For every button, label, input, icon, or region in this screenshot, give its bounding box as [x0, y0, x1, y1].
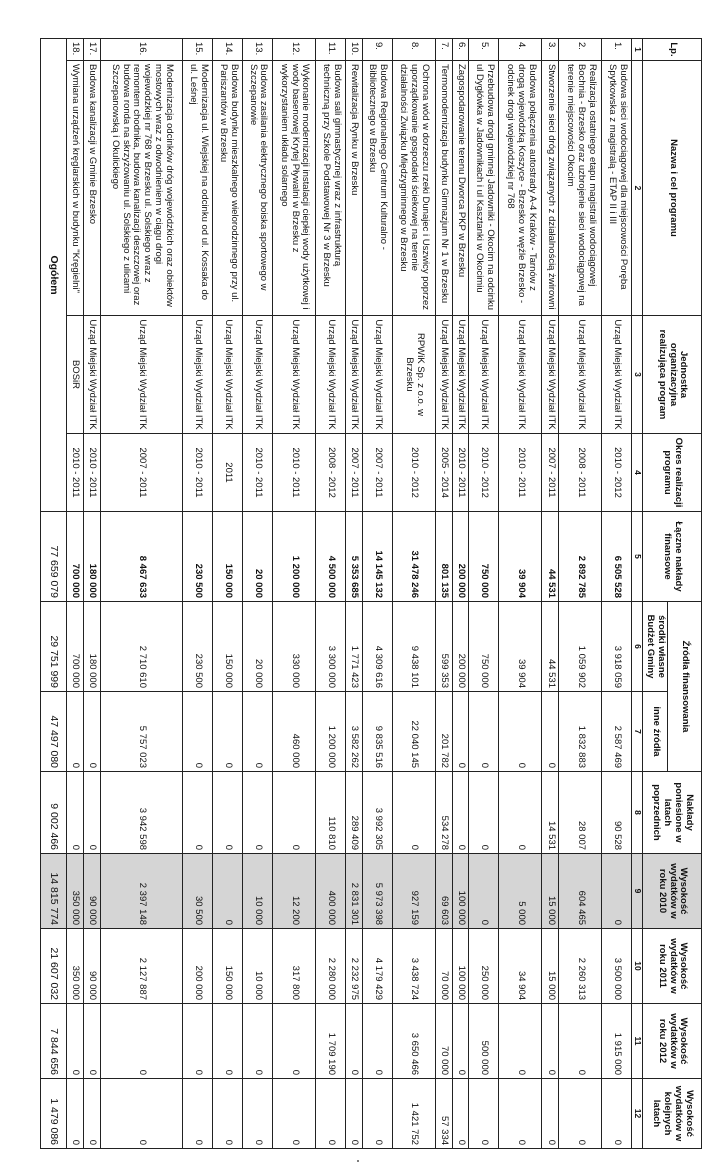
row-name: Budowa Regionalnego Centrum Kulturalno - Bibliotecznego w Brzesku: [362, 61, 392, 316]
row-y2012: 1 915 000: [602, 1004, 632, 1079]
row-lp: 3.: [542, 39, 559, 61]
row-own: 1 059 902: [559, 602, 602, 692]
row-total: 750 000: [469, 512, 499, 602]
row-period: 2007 - 2011: [542, 434, 559, 512]
column-index-cell: 8: [632, 772, 643, 854]
row-period: 2007 - 2011: [346, 434, 363, 512]
row-y2011: 100 000: [452, 929, 469, 1004]
row-other: 0: [469, 692, 499, 772]
row-own: 230 500: [183, 602, 213, 692]
row-unit: Urząd Miejski Wydział ITK: [273, 316, 316, 434]
row-name: Budowa zasilania elektrycznego boiska sportowego w Szczepanowie: [243, 61, 273, 316]
row-name: Modernizacja ul. Wiejskiej na odcinku od ul. Kossaka do ul. Leśnej: [183, 61, 213, 316]
row-period: 2008 - 2012: [316, 434, 346, 512]
totals-y2012: 7 844 656: [41, 1004, 67, 1079]
row-y2011: 200 000: [183, 929, 213, 1004]
row-y2010: 69 603: [435, 854, 452, 929]
table-row: [392, 39, 435, 1149]
row-unit: Urząd Miejski Wydział ITK: [183, 316, 213, 434]
row-own: 1 771 423: [346, 602, 363, 692]
row-prior: 110 810: [316, 772, 346, 854]
row-own: 700 000: [67, 602, 84, 692]
row-y2011: 70 000: [435, 929, 452, 1004]
row-other: 0: [542, 692, 559, 772]
row-unit: Urząd Miejski Wydział ITK: [499, 316, 542, 434]
row-y2012: 0: [100, 1004, 183, 1079]
row-period: 2005 - 2014: [435, 434, 452, 512]
row-period: 2010 - 2012: [392, 434, 435, 512]
table-body: [67, 39, 632, 1149]
row-prior: 3 992 305: [362, 772, 392, 854]
row-own: 200 000: [452, 602, 469, 692]
row-name: Wymiana urządzeń kręglarskich w budynku "Kręgielni": [67, 61, 84, 316]
row-own: 20 000: [243, 602, 273, 692]
totals-total: 77 659 079: [41, 512, 67, 602]
row-name: Ochrona wód w dorzeczu rzeki Dunajec i Uszwicy poprzez uporządkowanie gospodarki ściekowej na terenie działalności Związku Międzygminnego w Brzesku: [392, 61, 435, 316]
row-name: Budowa budynku mieszkalnego wielorodzinnego przy ul. Pariszantów w Brzesku: [213, 61, 243, 316]
row-y2010: 604 465: [559, 854, 602, 929]
table-row: [273, 39, 316, 1149]
row-y2011: 317 800: [273, 929, 316, 1004]
row-total: 31 478 246: [392, 512, 435, 602]
row-y2011: 10 000: [243, 929, 273, 1004]
totals-y2010: 14 815 774: [41, 854, 67, 929]
row-y2012: 1 709 190: [316, 1004, 346, 1079]
row-y2011: 250 000: [469, 929, 499, 1004]
row-prior: 3 942 598: [100, 772, 183, 854]
row-total: 6 505 528: [602, 512, 632, 602]
row-period: 2010 - 2011: [83, 434, 100, 512]
totals-later: 1 479 086: [41, 1079, 67, 1149]
row-y2012: 0: [183, 1004, 213, 1079]
table-row: [559, 39, 602, 1149]
row-prior: 534 278: [435, 772, 452, 854]
row-period: 2008 - 2011: [559, 434, 602, 512]
header-y2010: Wysokość wydatków w roku 2010: [643, 854, 702, 929]
row-own: 750 000: [469, 602, 499, 692]
header-prior: Nakłady poniesione w latach poprzednich: [643, 772, 702, 854]
header-row: [668, 39, 702, 1149]
row-name: Zagospodarowanie terenu Dworca PKP w Brzesku: [452, 61, 469, 316]
row-prior: 0: [499, 772, 542, 854]
row-y2012: 0: [243, 1004, 273, 1079]
row-period: 2010 - 2012: [602, 434, 632, 512]
row-other: 0: [452, 692, 469, 772]
row-name: Rewitalizacja Rynku w Brzesku: [346, 61, 363, 316]
row-own: 330 000: [273, 602, 316, 692]
row-unit: Urząd Miejski Wydział ITK: [435, 316, 452, 434]
row-prior: 0: [83, 772, 100, 854]
row-lp: 2.: [559, 39, 602, 61]
row-period: 2010 - 2011: [243, 434, 273, 512]
row-total: 150 000: [213, 512, 243, 602]
table-row: [542, 39, 559, 1149]
row-lp: 7.: [435, 39, 452, 61]
row-lp: 13.: [243, 39, 273, 61]
row-later: 0: [542, 1079, 559, 1149]
row-prior: 28 007: [559, 772, 602, 854]
row-y2011: 34 904: [499, 929, 542, 1004]
row-y2010: 2 831 301: [346, 854, 363, 929]
row-total: 44 531: [542, 512, 559, 602]
row-lp: 18.: [67, 39, 84, 61]
row-lp: 14.: [213, 39, 243, 61]
row-y2011: 4 179 429: [362, 929, 392, 1004]
table-row: [243, 39, 273, 1149]
row-y2010: 2 397 148: [100, 854, 183, 929]
row-total: 1 200 000: [273, 512, 316, 602]
row-other: 0: [213, 692, 243, 772]
table-row: [83, 39, 100, 1149]
row-later: 0: [469, 1079, 499, 1149]
row-period: 2010 - 2011: [183, 434, 213, 512]
row-prior: 0: [392, 772, 435, 854]
table-row: [435, 39, 452, 1149]
row-prior: 90 528: [602, 772, 632, 854]
column-index-cell: 9: [632, 854, 643, 929]
row-total: 14 145 132: [362, 512, 392, 602]
rotated-table-wrapper: [40, 38, 702, 1148]
row-other: 1 200 000: [316, 692, 346, 772]
table-row: [346, 39, 363, 1149]
row-name: Wykonanie modernizacji instalacji ciepłej wody użytkowej i wody basenowej Krytej Pływalni w Brzesku z wykorzystaniem układu solarnego: [273, 61, 316, 316]
row-total: 230 500: [183, 512, 213, 602]
row-prior: 0: [213, 772, 243, 854]
row-later: 0: [362, 1079, 392, 1149]
row-other: 0: [499, 692, 542, 772]
row-own: 44 531: [542, 602, 559, 692]
row-lp: 6.: [452, 39, 469, 61]
column-index-cell: 7: [632, 692, 643, 772]
row-name: Budowa połączenia autostrady A-4 Kraków - Tarnów z drogą wojewódzką Koszyce - Brzesko w węźle Brzesko - odcinek drogi wojewódzkiej nr 768: [499, 61, 542, 316]
row-own: 39 904: [499, 602, 542, 692]
row-lp: 16.: [100, 39, 183, 61]
row-y2010: 400 000: [316, 854, 346, 929]
row-prior: 0: [273, 772, 316, 854]
header-later: Wysokość wydatków w kolejnych latach: [643, 1079, 702, 1149]
row-y2012: 0: [67, 1004, 84, 1079]
row-period: 2010 - 2011: [452, 434, 469, 512]
row-y2012: 0: [273, 1004, 316, 1079]
header-total: Łączne nakłady finansowe: [643, 512, 702, 602]
column-index-cell: 1: [632, 39, 643, 61]
row-name: Przebudowa drogi gminnej Jadowniki - Okocim na odcinku ul Dygłówka w Jadownikach i ul Kasztanki w Okocimiu: [469, 61, 499, 316]
row-total: 20 000: [243, 512, 273, 602]
row-y2010: 100 000: [452, 854, 469, 929]
header-y2011: Wysokość wydatków w roku 2011: [643, 929, 702, 1004]
row-prior: 0: [183, 772, 213, 854]
row-y2012: 70 000: [435, 1004, 452, 1079]
column-index-cell: 10: [632, 929, 643, 1004]
row-lp: 17.: [83, 39, 100, 61]
row-y2010: 90 000: [83, 854, 100, 929]
row-later: 0: [67, 1079, 84, 1149]
row-y2012: 0: [362, 1004, 392, 1079]
row-other: 1 832 883: [559, 692, 602, 772]
row-lp: 4.: [499, 39, 542, 61]
row-prior: 0: [452, 772, 469, 854]
row-other: 460 000: [273, 692, 316, 772]
row-prior: 0: [67, 772, 84, 854]
row-period: 2010 - 2012: [469, 434, 499, 512]
row-period: 2011: [213, 434, 243, 512]
row-unit: BOSiR: [67, 316, 84, 434]
row-own: 3 918 059: [602, 602, 632, 692]
row-unit: Urząd Miejski Wydział ITK: [213, 316, 243, 434]
row-total: 39 904: [499, 512, 542, 602]
row-y2010: 10 000: [243, 854, 273, 929]
table-row: [316, 39, 346, 1149]
row-name: Termomodernizacja budynku Gimnazjum Nr 1 w Brzesku: [435, 61, 452, 316]
row-period: 2007 - 2011: [100, 434, 183, 512]
header-name: Nazwa i cel programu: [643, 61, 702, 316]
header-other: inne źródła: [643, 692, 668, 772]
column-index-cell: 4: [632, 434, 643, 512]
row-y2012: 0: [83, 1004, 100, 1079]
row-y2012: 0: [452, 1004, 469, 1079]
row-lp: 11.: [316, 39, 346, 61]
totals-prior: 9 002 466: [41, 772, 67, 854]
row-y2010: 0: [469, 854, 499, 929]
table-row: [213, 39, 243, 1149]
row-later: 0: [499, 1079, 542, 1149]
table-row: [499, 39, 542, 1149]
row-y2010: 30 500: [183, 854, 213, 929]
row-later: 0: [273, 1079, 316, 1149]
row-y2012: 3 650 466: [392, 1004, 435, 1079]
row-period: 2010 - 2011: [67, 434, 84, 512]
row-name: Stworzenie sieci dróg związanych z działalnością żwirowni: [542, 61, 559, 316]
row-lp: 8.: [392, 39, 435, 61]
row-later: 0: [602, 1079, 632, 1149]
row-y2010: 12 200: [273, 854, 316, 929]
row-y2010: 0: [602, 854, 632, 929]
row-prior: 0: [243, 772, 273, 854]
row-period: 2010 - 2011: [273, 434, 316, 512]
header-unit: Jednostka organizacyjna realizująca program: [643, 316, 702, 434]
table-row: [469, 39, 499, 1149]
header-own: środki własne Budżet Gminy: [643, 602, 668, 692]
row-own: 9 438 101: [392, 602, 435, 692]
row-later: 0: [213, 1079, 243, 1149]
row-total: 801 135: [435, 512, 452, 602]
row-later: 1 421 752: [392, 1079, 435, 1149]
row-later: 0: [559, 1079, 602, 1149]
totals-label: Ogółem: [41, 39, 67, 512]
row-later: 0: [346, 1079, 363, 1149]
row-y2011: 2 232 975: [346, 929, 363, 1004]
row-name: Modernizacja odcinków dróg wojewódzkich oraz obiektów mostowych wraz z odwodnieniem w ciągu drogi wojewódzkiej nr 768 w Brzesku ul. Solskiego wraz z remontem chodnika, budowa kanalizacji deszczowej oraz budowa ronda na skrzyżowaniu ul. Solskiego z ulicami Szczepanowską i Okulickiego: [100, 61, 183, 316]
row-prior: 289 409: [346, 772, 363, 854]
row-unit: Urząd Miejski Wydział ITK: [346, 316, 363, 434]
row-other: 22 040 145: [392, 692, 435, 772]
row-other: 5 757 023: [100, 692, 183, 772]
row-y2011: 90 000: [83, 929, 100, 1004]
row-prior: 0: [469, 772, 499, 854]
row-y2011: 350 000: [67, 929, 84, 1004]
row-y2011: 15 000: [542, 929, 559, 1004]
row-unit: Urząd Miejski Wydział ITK: [452, 316, 469, 434]
row-name: Budowa kanalizacji w Gminie Brzesko: [83, 61, 100, 316]
row-unit: Urząd Miejski Wydział ITK: [559, 316, 602, 434]
totals-row: [41, 39, 67, 1149]
row-unit: Urząd Miejski Wydział ITK: [469, 316, 499, 434]
table-row: [362, 39, 392, 1149]
row-total: 700 000: [67, 512, 84, 602]
table-row: [67, 39, 84, 1149]
column-index-cell: 6: [632, 602, 643, 692]
row-name: Budowa sieci wodociągowej dla miejscowości Poręba Spytkowska z magistralą - ETAP II i III: [602, 61, 632, 316]
row-later: 0: [83, 1079, 100, 1149]
row-y2012: 0: [346, 1004, 363, 1079]
row-lp: 15.: [183, 39, 213, 61]
row-lp: 5.: [469, 39, 499, 61]
row-own: 180 000: [83, 602, 100, 692]
totals-other: 47 497 080: [41, 692, 67, 772]
row-later: 0: [183, 1079, 213, 1149]
row-later: 0: [452, 1079, 469, 1149]
totals-own: 29 751 999: [41, 602, 67, 692]
row-own: 3 300 000: [316, 602, 346, 692]
row-later: 0: [100, 1079, 183, 1149]
row-later: 0: [316, 1079, 346, 1149]
row-y2010: 927 159: [392, 854, 435, 929]
table-row: [183, 39, 213, 1149]
row-unit: Urząd Miejski Wydział ITK: [362, 316, 392, 434]
row-y2010: 350 000: [67, 854, 84, 929]
row-total: 5 353 685: [346, 512, 363, 602]
row-own: 150 000: [213, 602, 243, 692]
row-period: 2007 - 2011: [362, 434, 392, 512]
row-y2012: 0: [542, 1004, 559, 1079]
row-unit: Urząd Miejski Wydział ITK: [83, 316, 100, 434]
row-own: 2 710 610: [100, 602, 183, 692]
row-y2011: 2 280 000: [316, 929, 346, 1004]
row-y2010: 0: [213, 854, 243, 929]
row-unit: RPWiK Sp. z o.o. w Brzesku: [392, 316, 435, 434]
row-y2010: 15 000: [542, 854, 559, 929]
header-period: Okres realizacji programu: [643, 434, 702, 512]
row-other: 2 587 469: [602, 692, 632, 772]
row-unit: Urząd Miejski Wydział ITK: [542, 316, 559, 434]
row-other: 0: [243, 692, 273, 772]
row-own: 4 309 616: [362, 602, 392, 692]
row-later: 57 334: [435, 1079, 452, 1149]
row-other: 201 782: [435, 692, 452, 772]
row-y2012: 0: [559, 1004, 602, 1079]
row-unit: Urząd Miejski Wydział ITK: [100, 316, 183, 434]
column-index-cell: 11: [632, 1004, 643, 1079]
row-lp: 9.: [362, 39, 392, 61]
row-lp: 12.: [273, 39, 316, 61]
row-other: 9 835 516: [362, 692, 392, 772]
header-y2012: Wysokość wydatków w roku 2012: [643, 1004, 702, 1079]
scan-speck: [357, 1160, 359, 1162]
row-unit: Urząd Miejski Wydział ITK: [316, 316, 346, 434]
column-index-row: [632, 39, 643, 1149]
totals-y2011: 21 607 032: [41, 929, 67, 1004]
row-other: 0: [83, 692, 100, 772]
row-total: 2 892 785: [559, 512, 602, 602]
column-index-cell: 2: [632, 61, 643, 316]
column-index-cell: 5: [632, 512, 643, 602]
row-y2011: 3 438 724: [392, 929, 435, 1004]
table-row: [602, 39, 632, 1149]
row-unit: Urząd Miejski Wydział ITK: [602, 316, 632, 434]
row-y2010: 5 973 398: [362, 854, 392, 929]
row-period: 2010 - 2011: [499, 434, 542, 512]
row-total: 8 467 633: [100, 512, 183, 602]
row-y2011: 150 000: [213, 929, 243, 1004]
row-y2012: 0: [499, 1004, 542, 1079]
column-index-cell: 12: [632, 1079, 643, 1149]
table-row: [452, 39, 469, 1149]
row-y2011: 2 260 313: [559, 929, 602, 1004]
row-own: 599 353: [435, 602, 452, 692]
row-total: 200 000: [452, 512, 469, 602]
table-row: [100, 39, 183, 1149]
row-lp: 10.: [346, 39, 363, 61]
row-unit: Urząd Miejski Wydział ITK: [243, 316, 273, 434]
row-later: 0: [243, 1079, 273, 1149]
row-other: 0: [183, 692, 213, 772]
row-y2012: 0: [213, 1004, 243, 1079]
row-name: Realizacja ostatniego etapu magistrali wodociągowej Bochnia - Brzesko oraz uzbrojenie sieci wodociągowej na terenie miejscowości Okocim: [559, 61, 602, 316]
header-lp: Lp.: [643, 39, 702, 61]
row-total: 180 000: [83, 512, 100, 602]
row-total: 4 500 000: [316, 512, 346, 602]
header-sources: Źródła finansowania: [668, 602, 702, 772]
row-other: 0: [67, 692, 84, 772]
column-index-cell: 3: [632, 316, 643, 434]
row-prior: 14 531: [542, 772, 559, 854]
investment-programs-table: [40, 38, 702, 1149]
row-y2010: 5 000: [499, 854, 542, 929]
row-y2011: 2 127 887: [100, 929, 183, 1004]
row-y2012: 500 000: [469, 1004, 499, 1079]
row-other: 3 582 262: [346, 692, 363, 772]
row-name: Budowa sali gimnastycznej wraz z infrastrukturą techniczną przy Szkole Podstawowej Nr 3 w Brzesku: [316, 61, 346, 316]
row-y2011: 3 500 000: [602, 929, 632, 1004]
row-lp: 1.: [602, 39, 632, 61]
